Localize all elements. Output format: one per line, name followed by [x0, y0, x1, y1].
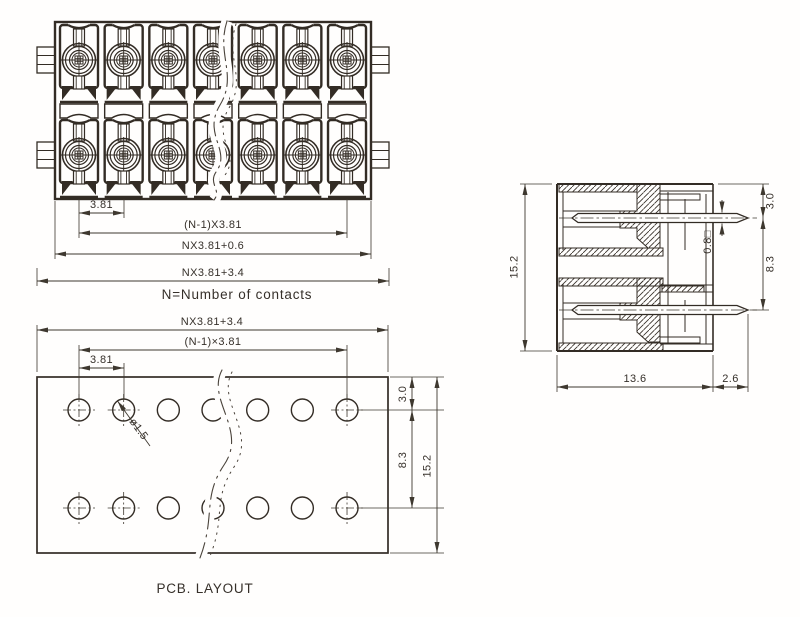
side-body-outline — [557, 184, 713, 351]
side-mid-wall-upper — [559, 248, 663, 256]
contact-cell — [283, 23, 321, 102]
connector-front-view — [37, 21, 389, 302]
dim-pcb-span: (N-1)×3.81 — [184, 336, 242, 348]
dim-front-pitch: 3.81 — [89, 199, 114, 211]
contact-cell — [328, 23, 366, 102]
pcb-break-wipe — [200, 370, 232, 558]
dim-front-span: (N-1)X3.81 — [184, 219, 242, 231]
dim-pcb-hole-diameter: ø1.5 — [126, 416, 151, 443]
row-spacer — [283, 104, 321, 118]
pcb-hole — [291, 399, 313, 421]
row-spacer — [239, 104, 277, 118]
row-spacer — [60, 104, 98, 118]
dim-side-body-depth: 13.6 — [623, 373, 647, 385]
dim-side-pin-spacing: 8.3 — [764, 255, 777, 273]
pcb-caption: PCB. LAYOUT — [156, 581, 254, 596]
pcb-hole — [63, 492, 95, 524]
row-spacer — [149, 104, 187, 118]
contact-cell — [328, 118, 366, 197]
contact-cell — [105, 23, 143, 102]
dim-pcb-board-height: 15.2 — [421, 454, 434, 478]
dim-front-overall-width: NX3.81+3.4 — [181, 267, 245, 279]
pcb-hole — [157, 497, 179, 519]
contact-cell — [283, 118, 321, 197]
front-view-dimensions — [37, 199, 389, 302]
side-flange-hatch — [662, 286, 704, 292]
connector-side-view — [509, 184, 777, 392]
contact-cell — [239, 118, 277, 197]
contact-cell — [149, 118, 187, 197]
row-spacer — [328, 104, 366, 118]
dim-pcb-row-spacing: 8.3 — [397, 451, 409, 469]
contacts-note: N=Number of contacts — [161, 287, 313, 302]
side-bottom-wall — [559, 343, 663, 351]
pcb-hole — [247, 497, 269, 519]
dim-front-body-width: NX3.81+0.6 — [181, 240, 245, 252]
pcb-hole — [291, 497, 313, 519]
dim-side-edge-to-pin: 3.0 — [764, 192, 777, 210]
contact-cell — [105, 118, 143, 197]
contact-cell — [60, 118, 98, 197]
pcb-layout-view — [37, 316, 444, 596]
row-spacer — [105, 104, 143, 118]
dim-pcb-overall-width: NX3.81+3.4 — [180, 316, 244, 328]
dim-side-pin-section: 0.8□ — [702, 230, 714, 254]
side-top-wall — [559, 184, 637, 192]
pcb-hole — [108, 492, 140, 524]
contact-cell — [239, 23, 277, 102]
dim-pcb-edge-to-row: 3.0 — [397, 385, 409, 403]
dim-side-height: 15.2 — [508, 255, 521, 279]
contact-cell — [149, 23, 187, 102]
pcb-hole — [157, 399, 179, 421]
contact-cell — [60, 23, 98, 102]
dim-side-pin-protrusion: 2.6 — [722, 373, 739, 385]
pcb-hole — [247, 399, 269, 421]
dim-pcb-pitch: 3.81 — [89, 354, 114, 366]
